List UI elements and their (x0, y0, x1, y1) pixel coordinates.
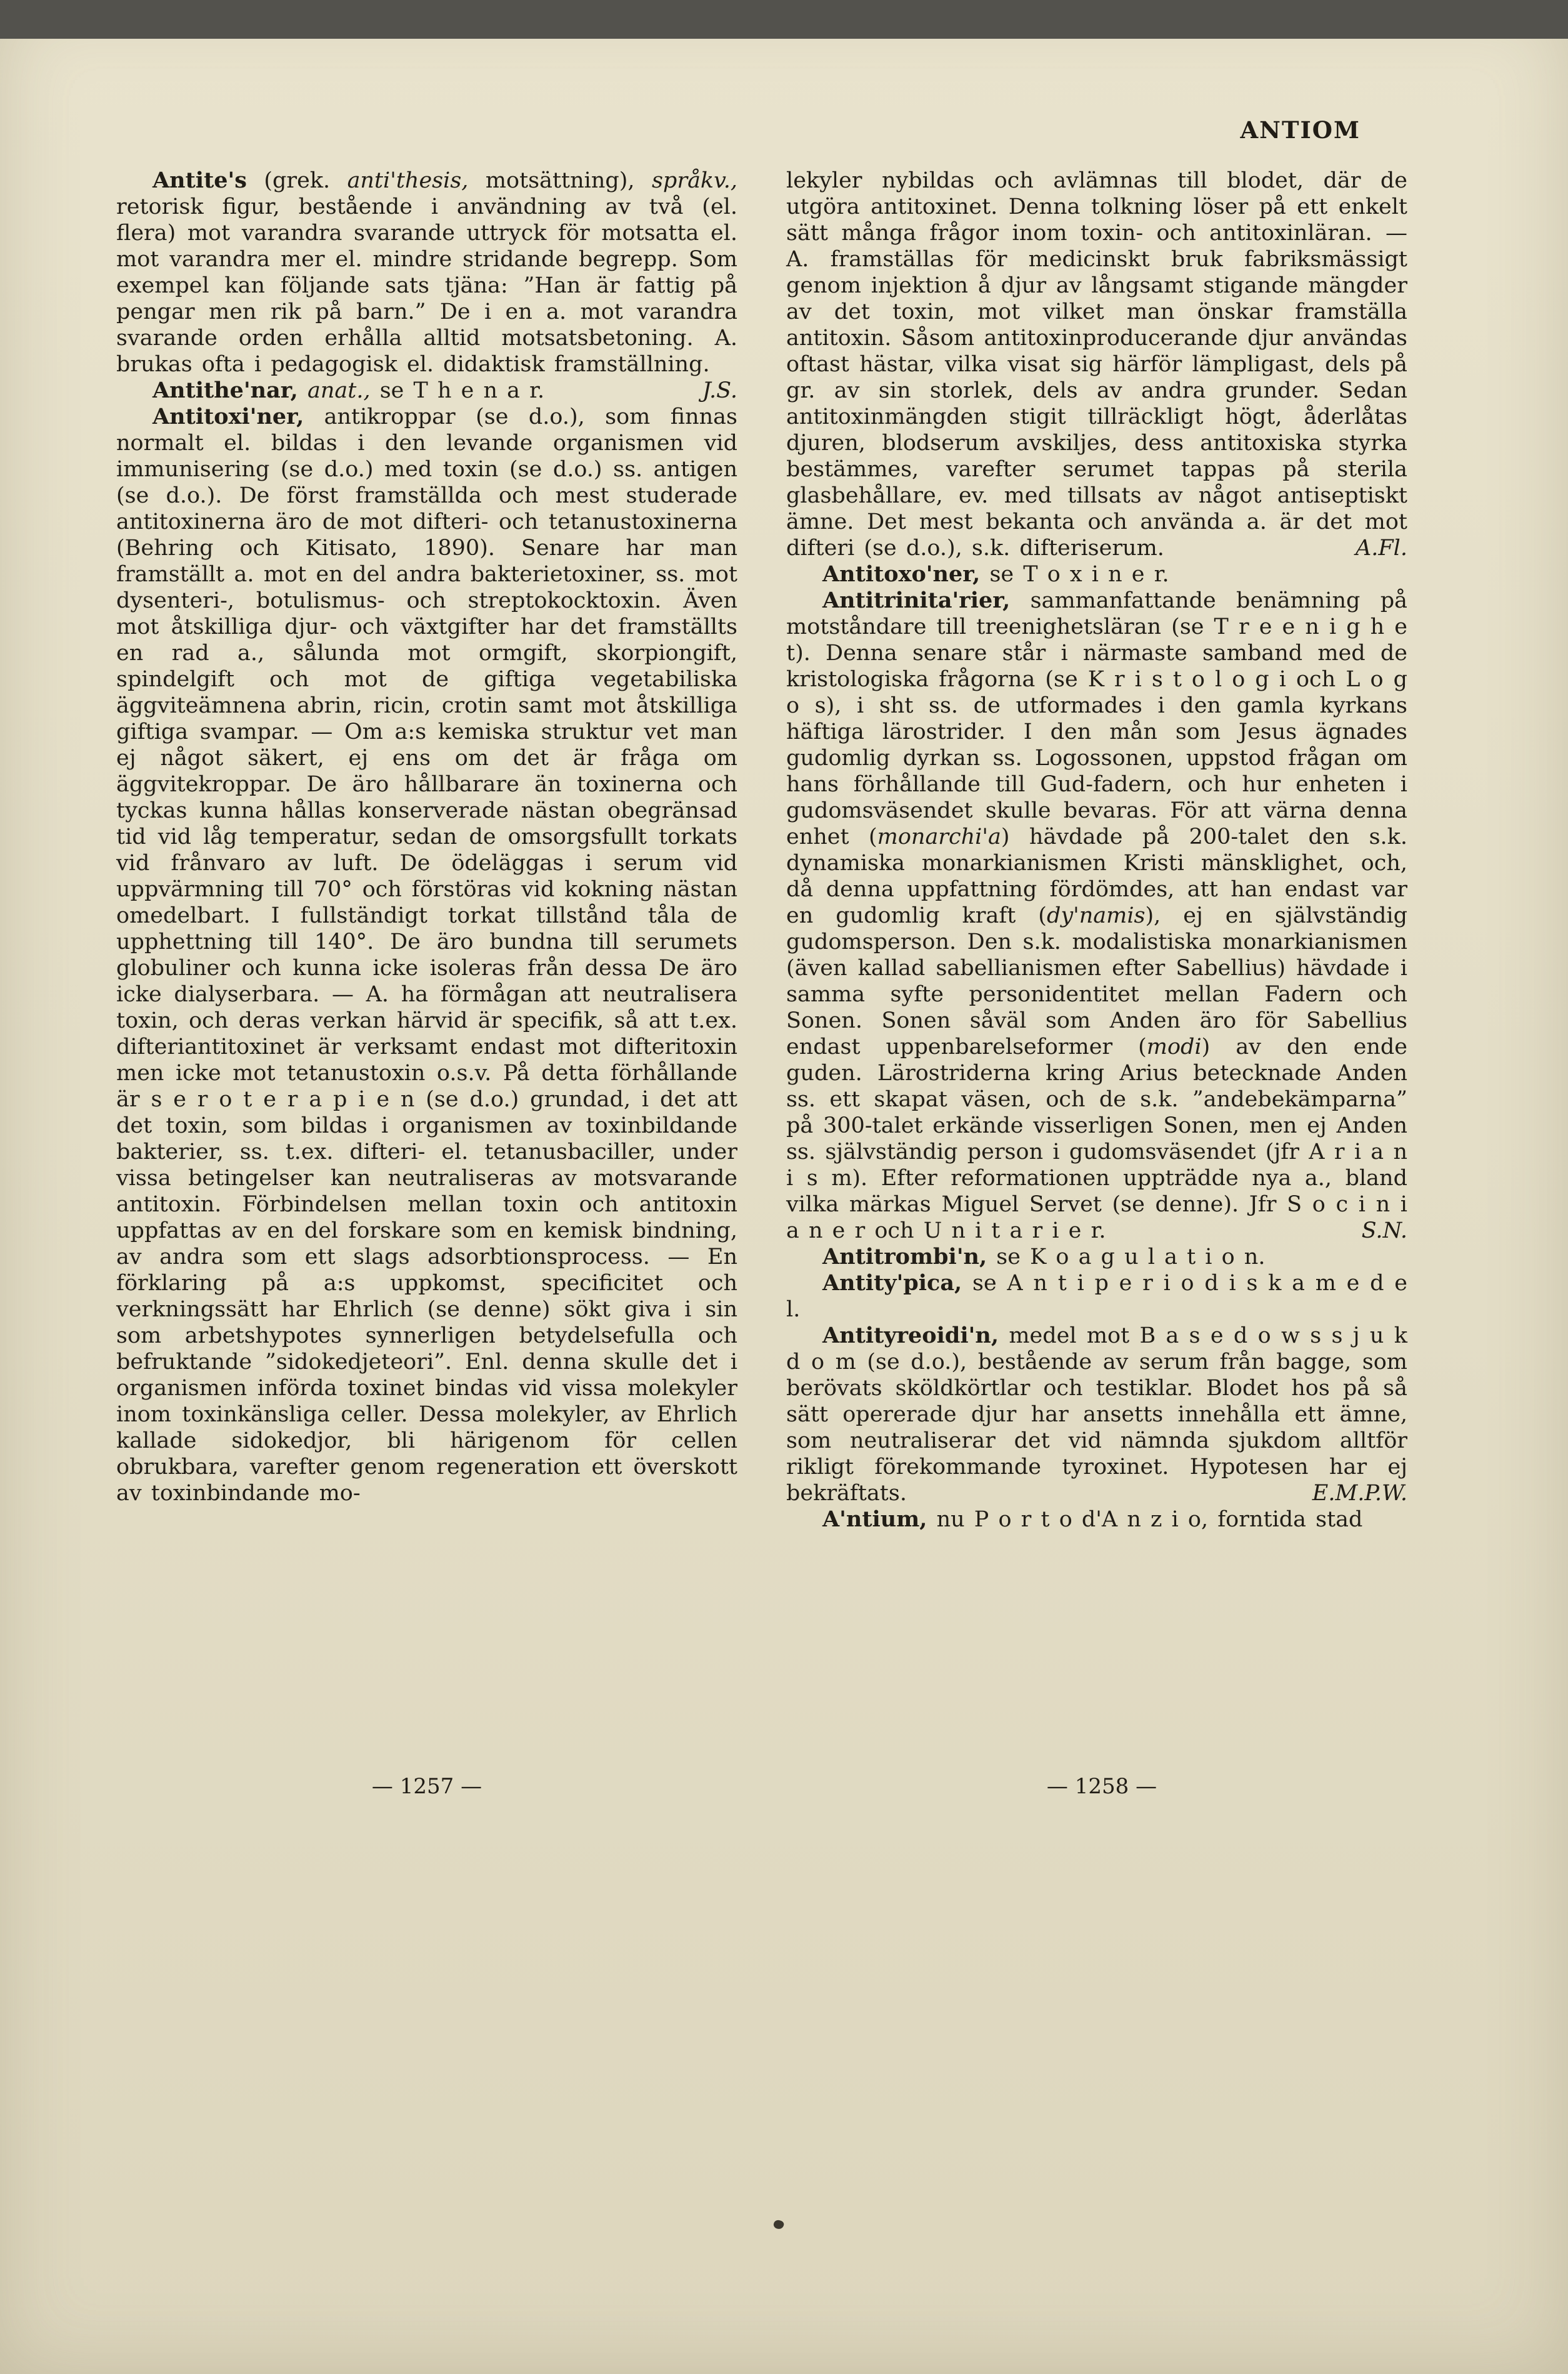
author-signature: E.M.P.W. (1312, 1481, 1407, 1506)
author-signature: A.Fl. (1355, 536, 1407, 561)
entry-paragraph (116, 404, 737, 1506)
left-column (116, 168, 737, 1533)
headword: Antithe'nar, (152, 378, 298, 403)
ink-speck (772, 2219, 785, 2230)
text-run: lekyler nybildas och avlämnas till blodet, där de utgöra antitoxinet. Denna tolkning löser på ett enkelt sätt många frågor inom toxin- och antitoxinläran. — A. framställas för medicinskt bruk fabriksmässigt genom injektion å djur av långsamt stigande mängder av det toxin, mot vilket man önskar framställa antitoxin. Såsom antitoxinproducerande djur användas oftast hästar, vilka visat sig härför lämpligast, dels på gr. av sin storlek, dels av andra grunder. Sedan antitoxinmängden stigit tillräckligt högt, åderlåtas djuren, blodserum avskiljes, dess antitoxiska styrka bestämmes, varefter serumet tappas på sterila glasbehållare, ev. med tillsats av något antiseptiskt ämne. Det mest bekanta och använda a. är det mot difteri (se d.o.), s.k. difteriserum. (786, 168, 1407, 561)
headword: Antityreoidi'n, (822, 1323, 999, 1348)
entry-paragraph (786, 1323, 1407, 1506)
author-signature: J.S. (702, 378, 737, 403)
right-column (786, 168, 1407, 1533)
text-run: språkv., (651, 168, 738, 193)
entry-paragraph (786, 1244, 1407, 1270)
author-signature: S.N. (1361, 1218, 1407, 1243)
page-number-right: — 1258 — (1046, 1774, 1157, 1799)
text-run: retorisk figur, bestående i användning av två (el. flera) mot varandra svarande uttryck för motsatta el. mot varandra mer el. mindre stridande begrepp. Som exempel kan följande sats tjäna: ”Han är fattig på pengar men rik på barn.” De i en a. mot varandra svarande orden erhålla alltid motsatsbetoning. A. brukas ofta i pedagogisk el. didaktisk framställning. (116, 194, 737, 377)
text-run: motsättning), (468, 168, 652, 193)
headword: Antitrinita'rier, (822, 588, 1011, 613)
headword: Antitrombi'n, (822, 1244, 987, 1270)
headword: Antitoxo'ner, (822, 561, 981, 587)
text-run: se A n t i p e r i o d i s k a m e d e l. (786, 1271, 1407, 1322)
text-run: ), ej en självständig gudomsperson. Den s.k. modalistiska monarkianismen (även kallad sabellianismen efter Sabellius) hävdade i samma syfte personidentitet mellan Fadern och Sonen. Sonen såväl som Anden äro för Sabellius endast uppenbarelseformer ( (786, 903, 1408, 1059)
entry-paragraph (786, 1270, 1407, 1323)
text-run: anti'thesis, (347, 168, 469, 193)
text-run: ) hävdade på 200-talet den s.k. dynamiska monarkianismen Kristi mänsklighet, och, då denna uppfattning fördömdes, att han endast var en gudomlig kraft ( (786, 824, 1407, 928)
scan-edge (0, 0, 1568, 39)
headword: Antitoxi'ner, (152, 404, 304, 429)
page-body (116, 168, 1407, 1533)
headword: Antite's (152, 168, 247, 193)
text-run: monarchi'a (877, 824, 1001, 849)
text-run: se T h e n a r. (370, 378, 545, 403)
headword: Antity'pica, (822, 1270, 962, 1296)
text-run: anat., (297, 378, 371, 403)
text-run: (grek. (246, 168, 347, 193)
text-run: dy'namis (1046, 903, 1146, 928)
text-run: se T o x i n e r. (980, 562, 1169, 587)
entry-paragraph (116, 378, 737, 404)
text-run: antikroppar (se d.o.), som finnas normalt el. bildas i den levande organismen vid immunisering (se d.o.) med toxin (se d.o.) ss. antigen (se d.o.). De först framställda och mest studerade antitoxinerna äro de mot difteri- och tetanustoxinerna (Behring och Kitisato, 1890). Senare har man framställt a. mot en del andra bakterietoxiner, ss. mot dysenteri-, botulismus- och streptokocktoxin. Även mot åtskilliga djur- och växtgifter har det framställts en rad a., sålunda mot ormgift, skorpiongift, spindelgift och mot de giftiga vegetabiliska äggviteämnena abrin, ricin, crotin samt mot åtskilliga giftiga svampar. — Om a:s kemiska struktur vet man ej något säkert, ej ens om det är fråga om äggvitekroppar. De äro hållbarare än toxinerna och tyckas kunna hållas konserverade nästan obegränsad tid vid låg temperatur, sedan de omsorgsfullt torkats vid frånvaro av luft. De ödeläggas i serum vid uppvärmning till 70° och förstöras vid kokning nästan omedelbart. I fullständigt torkat tillstånd tåla de upphettning till 140°. De äro bundna till serumets globuliner och kunna icke isoleras från dessa De äro icke dialyserbara. — A. ha förmågan att neutralisera toxin, och deras verkan härvid är specifik, så att t.ex. difteriantitoxinet är verksamt endast mot difteritoxin men icke mot tetanustoxin o.s.v. På detta förhållande är s e r o t e r a p i e n (se d.o.) grundad, i det att det toxin, som bildas i organismen av toxinbildande bakterier, ss. t.ex. difteri- el. tetanusbaciller, under vissa betingelser kan neutraliseras av motsvarande antitoxin. Förbindelsen mellan toxin och antitoxin uppfattas av en del forskare som en kemisk bindning, av andra som ett slags adsorbtionsprocess. — En förklaring på a:s uppkomst, specificitet och verkningssätt har Ehrlich (se denne) sökt giva i sin som arbetshypotes synnerligen betydelsefulla och befruktande ”sidokedjeteori”. Enl. denna skulle det i organismen införda toxinet bindas vid vissa molekyler inom toxinkänsliga celler. Dessa molekyler, av Ehrlich kallade sidokedjor, bli härigenom för cellen obrukbara, varefter genom regeneration ett överskott av toxinbindande mo- (116, 404, 737, 1506)
text-run: modi (1146, 1034, 1202, 1059)
entry-paragraph (786, 168, 1407, 561)
text-run: sammanfattande benämning på motståndare till treenighetsläran (se T r e e n i g h e t). Denna senare står i närmaste samband med de kristologiska frågorna (se K r i s t o l o g i och L o g o s), i sht ss. de utformades i den gamla kyrkans häftiga lärostrider. I den mån som Jesus ägnades gudomlig dyrkan ss. Logossonen, uppstod frågan om hans förhållande till Gud-fadern, och hur enheten i gudomsväsendet skulle bevaras. För att värna denna enhet ( (786, 588, 1407, 849)
entry-paragraph (786, 1506, 1407, 1533)
entry-paragraph (786, 561, 1407, 588)
text-run: medel mot B a s e d o w s s j u k d o m (se d.o.), bestående av serum från bagge, som berövats sköldkörtlar och testiklar. Blodet hos på så sätt opererade djur har ansetts innehålla ett ämne, som neutraliserar det vid nämnda sjukdom alltför rikligt förekommande tyroxinet. Hypotesen har ej bekräftats. (786, 1323, 1407, 1506)
text-run: nu P o r t o d'A n z i o, forntida stad (927, 1507, 1363, 1532)
text-run: se K o a g u l a t i o n. (987, 1245, 1266, 1270)
text-run: ) av den ende guden. Lärostriderna kring Arius betecknade Anden ss. ett skapat väsen, och de s.k. ”andebekämparna” på 300-talet erkände visserligen Sonen, men ej Anden ss. självständig person i gudomsväsendet (jfr A r i a n i s m). Efter reformationen uppträdde nya a., bland vilka märkas Miguel Servet (se denne). Jfr S o c i n i a n e r och U n i t a r i e r. (786, 1034, 1407, 1243)
page-number-left: — 1257 — (371, 1774, 482, 1799)
entry-paragraph (786, 588, 1407, 1244)
running-header: ANTIOM (1240, 116, 1361, 144)
headword: A'ntium, (822, 1506, 927, 1532)
